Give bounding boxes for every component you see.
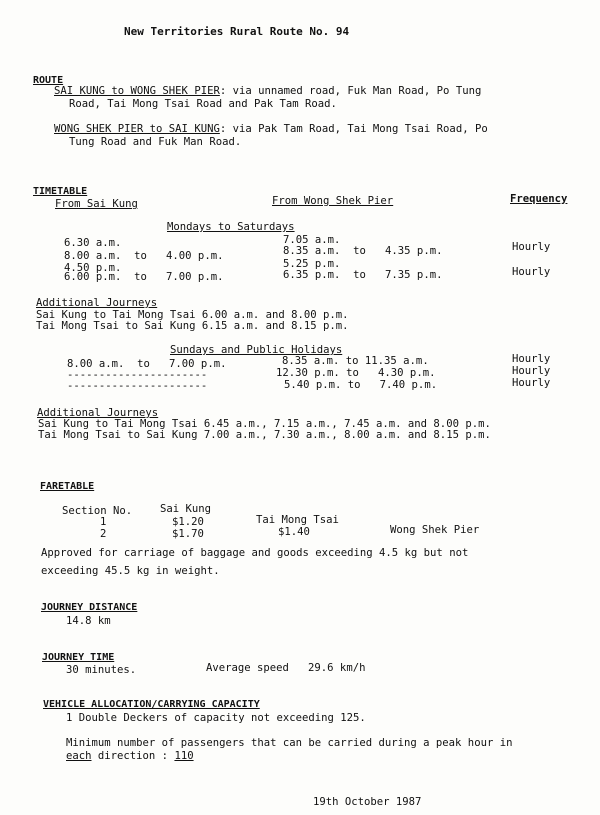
direction-text: direction : [91, 750, 175, 762]
each-word: each [66, 750, 92, 762]
route-outbound-text-1: : via unnamed road, Fuk Man Road, Po Tung [219, 85, 482, 97]
additional-journey-line: Sai Kung to Tai Mong Tsai 6.00 a.m. and 8.00 p.m. [36, 309, 349, 321]
weekday-heading: Mondays to Saturdays [167, 221, 295, 233]
weekday-sk-row: 6.00 p.m. to 7.00 p.m. [64, 271, 224, 283]
holiday-frequency: Hourly [512, 377, 551, 389]
route-inbound-label: WONG SHEK PIER to SAI KUNG [54, 123, 220, 135]
section-no-label: Section No. [62, 505, 133, 517]
journey-distance-value: 14.8 km [66, 615, 111, 627]
route-inbound-text-1: : via Pak Tam Road, Tai Mong Tsai Road, Po [219, 123, 488, 135]
page-title: New Territories Rural Route No. 94 [124, 25, 350, 38]
additional-journeys-heading: Additional Journeys [36, 297, 158, 309]
weekday-frequency: Hourly [512, 266, 551, 278]
vehicle-line-2: Minimum number of passengers that can be carried during a peak hour in [66, 737, 513, 749]
fare-col-tai-mong-tsai: Tai Mong Tsai [256, 514, 339, 526]
weekday-sk-row: 8.00 a.m. to 4.00 p.m. [64, 250, 224, 262]
col-from-wong-shek-pier: From Wong Shek Pier [272, 195, 394, 207]
holiday-frequency: Hourly [512, 353, 551, 365]
holiday-sk-dashes: ---------------------- [67, 369, 208, 381]
vehicle-line-1: 1 Double Deckers of capacity not exceeding 125. [66, 712, 366, 724]
route-heading: ROUTE [33, 75, 64, 86]
journey-time-value: 30 minutes. [66, 664, 137, 676]
fare-1-sai-kung: $1.20 [172, 516, 204, 528]
document-date: 19th October 1987 [313, 796, 422, 808]
holiday-heading: Sundays and Public Holidays [170, 344, 343, 356]
col-from-sai-kung: From Sai Kung [55, 198, 138, 210]
baggage-note-line: exceeding 45.5 kg in weight. [41, 565, 220, 577]
holiday-sk-dashes: ---------------------- [67, 380, 208, 392]
additional-journey-2-line: Tai Mong Tsai to Sai Kung 7.00 a.m., 7.30 a.m., 8.00 a.m. and 8.15 p.m. [38, 429, 491, 441]
holiday-wsp-row: 8.35 a.m. to 11.35 a.m. [282, 355, 429, 367]
fare-2-sai-kung: $1.70 [172, 528, 204, 540]
section-1: 1 [100, 516, 107, 528]
section-2: 2 [100, 528, 107, 540]
weekday-wsp-row: 8.35 a.m. to 4.35 p.m. [283, 245, 443, 257]
route-outbound-text-2: Road, Tai Mong Tsai Road and Pak Tam Road. [69, 98, 337, 110]
holiday-frequency: Hourly [512, 365, 551, 377]
fare-2-tai-mong-tsai: $1.40 [278, 526, 310, 538]
vehicle-heading: VEHICLE ALLOCATION/CARRYING CAPACITY [43, 699, 260, 710]
weekday-frequency: Hourly [512, 241, 551, 253]
weekday-sk-row: 6.30 a.m. [64, 237, 122, 249]
route-inbound-text-2: Tung Road and Fuk Man Road. [69, 136, 242, 148]
route-inbound-line-1 [54, 124, 488, 135]
average-speed: Average speed 29.6 km/h [206, 662, 366, 674]
col-frequency: Frequency [510, 193, 568, 205]
holiday-wsp-row: 12.30 p.m. to 4.30 p.m. [276, 367, 436, 379]
additional-journeys-2-heading: Additional Journeys [37, 407, 159, 419]
additional-journey-2-line: Sai Kung to Tai Mong Tsai 6.45 a.m., 7.15 a.m., 7.45 a.m. and 8.00 p.m. [38, 418, 491, 430]
timetable-heading: TIMETABLE [33, 186, 88, 197]
weekday-sk-row: 4.50 p.m. [64, 262, 122, 274]
route-outbound-label: SAI KUNG to WONG SHEK PIER [54, 85, 220, 97]
holiday-wsp-row: 5.40 p.m. to 7.40 p.m. [284, 379, 438, 391]
minimum-passengers: 110 [174, 750, 194, 762]
vehicle-line-3 [66, 751, 194, 762]
weekday-wsp-row: 6.35 p.m. to 7.35 p.m. [283, 269, 443, 281]
baggage-note-line: Approved for carriage of baggage and goods exceeding 4.5 kg but not [41, 547, 469, 559]
journey-distance-heading: JOURNEY DISTANCE [41, 602, 138, 613]
weekday-wsp-row: 7.05 a.m. [283, 234, 341, 246]
holiday-sk-row: 8.00 a.m. to 7.00 p.m. [67, 358, 227, 370]
journey-time-heading: JOURNEY TIME [42, 652, 115, 663]
route-outbound-line-1 [54, 86, 481, 97]
additional-journey-line: Tai Mong Tsai to Sai Kung 6.15 a.m. and 8.15 p.m. [36, 320, 349, 332]
weekday-wsp-row: 5.25 p.m. [283, 258, 341, 270]
fare-col-wong-shek-pier: Wong Shek Pier [390, 524, 480, 536]
faretable-heading: FARETABLE [40, 481, 95, 492]
fare-col-sai-kung: Sai Kung [160, 503, 212, 515]
